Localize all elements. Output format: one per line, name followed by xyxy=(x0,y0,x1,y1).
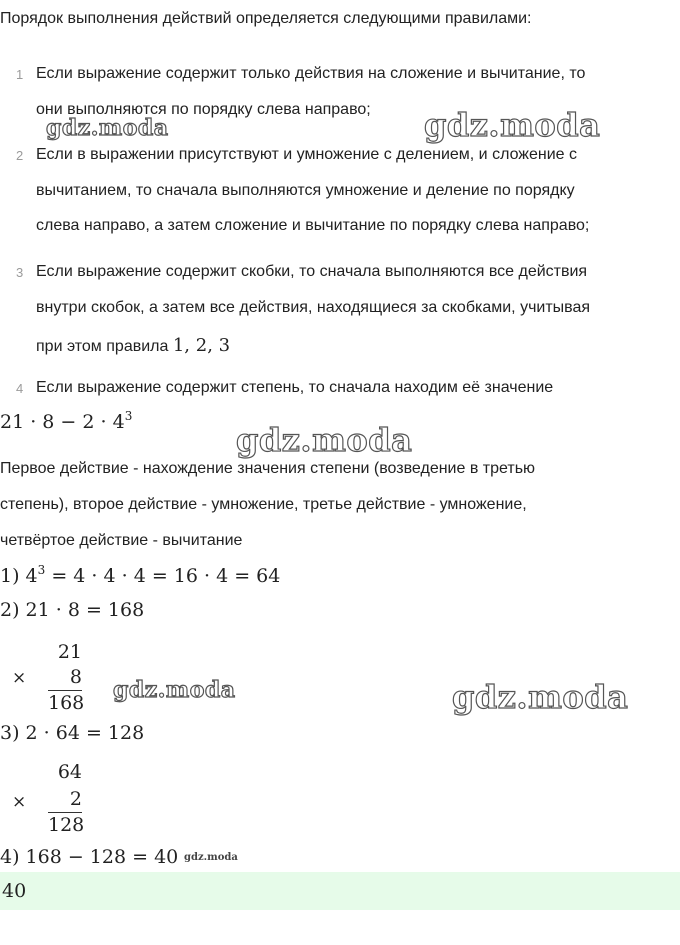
watermark-5: gdz.moda xyxy=(452,678,629,716)
expression-exponent: 3 xyxy=(124,409,133,423)
rule-2-line-2: вычитанием, то сначала выполняются умножение и деление по порядку xyxy=(36,182,575,199)
rule-3-line-1: Если выражение содержит скобки, то сначала выполняются все действия xyxy=(36,263,588,280)
rule-2-number: 2 xyxy=(16,148,24,163)
column1-sign: × xyxy=(12,668,27,688)
rule-1-line-1: Если выражение содержит только действия на сложение и вычитание, то xyxy=(36,65,586,82)
column2-sign: × xyxy=(12,792,27,812)
rule-3-line-3-text: при этом правила xyxy=(36,338,169,355)
step-2: 2) 21 · 8 = 168 xyxy=(0,599,145,621)
watermark-1: gdz.moda xyxy=(46,115,169,141)
watermark-4: gdz.moda xyxy=(113,677,236,703)
intro-text: Порядок выполнения действий определяется следующими правилами: xyxy=(0,10,532,27)
watermark-2: gdz.moda xyxy=(424,106,601,144)
watermark-3: gdz.moda xyxy=(236,421,413,459)
column1-top: 21 xyxy=(57,641,82,663)
watermark-small: gdz.moda xyxy=(184,852,238,863)
column1-result: 168 xyxy=(48,692,85,714)
step-1-pre: 1) 4 xyxy=(0,565,38,587)
rule-4-line-1: Если выражение содержит степень, то сначала находим её значение xyxy=(36,379,554,396)
explanation-line-1: Первое действие - нахождение значения степени (возведение в третью xyxy=(0,460,536,477)
column2-mid: 2 xyxy=(69,788,82,810)
rule-3-line-3 xyxy=(36,334,230,358)
rule-3-line-2: внутри скобок, а затем все действия, находящиеся за скобками, учитывая xyxy=(36,299,591,316)
step-1 xyxy=(0,564,280,588)
step-1-post: = 4 · 4 · 4 = 16 · 4 = 64 xyxy=(45,565,281,587)
rule-1-number: 1 xyxy=(16,67,24,82)
column1-mid: 8 xyxy=(69,666,82,688)
rule-4-number: 4 xyxy=(16,381,24,396)
rule-3-refs: 1, 2, 3 xyxy=(172,335,231,356)
step-3: 3) 2 · 64 = 128 xyxy=(0,722,145,744)
step-4: 4) 168 − 128 = 40 xyxy=(0,846,179,868)
answer-box xyxy=(0,872,680,910)
explanation-line-2: степень), второе действие - умножение, третье действие - умножение, xyxy=(0,496,527,513)
rule-1-line-2: они выполняются по порядку слева направо; xyxy=(36,101,371,118)
expression-main: 21 · 8 − 2 · 4 xyxy=(0,411,125,433)
column2-top: 64 xyxy=(57,761,82,783)
column2-result: 128 xyxy=(48,814,85,836)
expression xyxy=(0,410,132,434)
explanation-line-3: четвёртое действие - вычитание xyxy=(0,532,243,549)
rule-2-line-1: Если в выражении присутствуют и умножение с делением, и сложение с xyxy=(36,146,578,163)
rule-3-number: 3 xyxy=(16,265,24,280)
rule-2-line-3: слева направо, а затем сложение и вычитание по порядку слева направо; xyxy=(36,217,590,234)
step-1-exponent: 3 xyxy=(37,563,46,577)
answer-value: 40 xyxy=(2,880,27,902)
